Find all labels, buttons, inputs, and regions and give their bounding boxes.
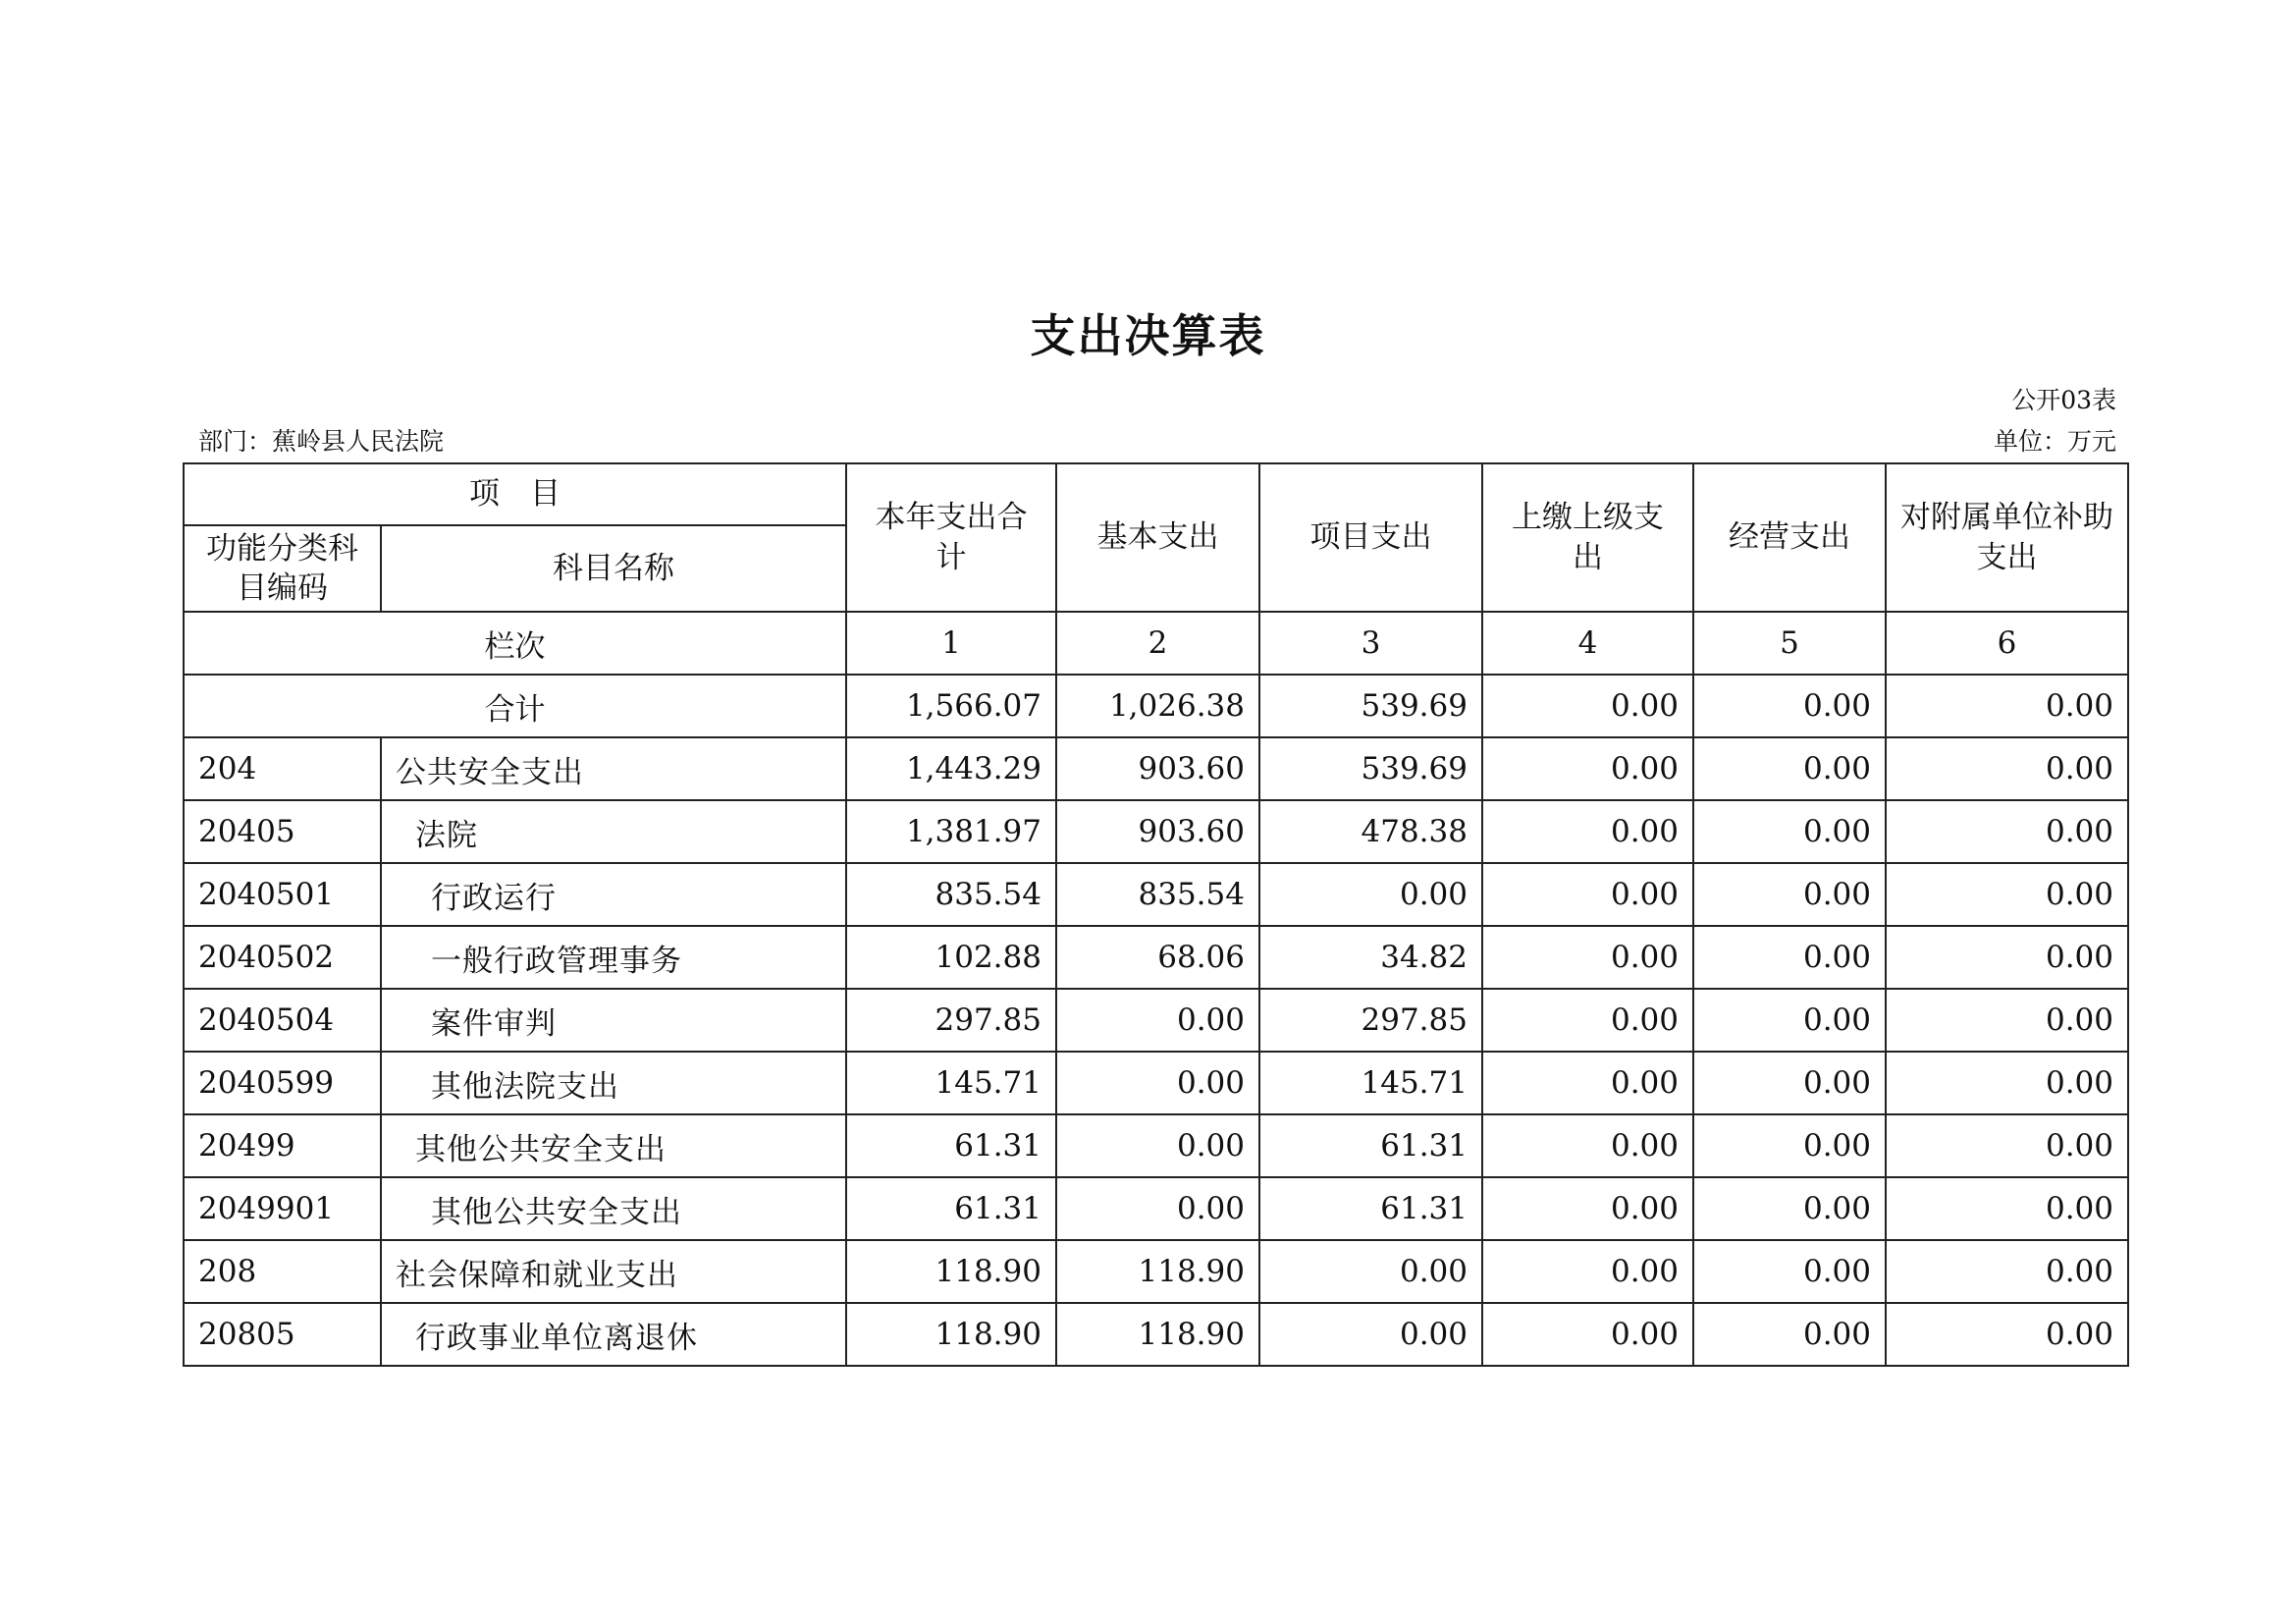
form-number: 公开03表 <box>2011 386 2116 414</box>
row-value: 0.00 <box>1482 737 1693 800</box>
row-value: 0.00 <box>1482 1303 1693 1366</box>
row-name: 案件审判 <box>381 989 846 1052</box>
row-name: 行政运行 <box>381 863 846 926</box>
row-value: 0.00 <box>1259 863 1482 926</box>
row-value: 0.00 <box>1693 1240 1886 1303</box>
total-value: 0.00 <box>1693 675 1886 737</box>
row-name: 行政事业单位离退休 <box>381 1303 846 1366</box>
row-value: 145.71 <box>846 1052 1056 1114</box>
row-value: 903.60 <box>1056 737 1259 800</box>
row-value: 0.00 <box>1886 1240 2128 1303</box>
row-name: 其他公共安全支出 <box>381 1177 846 1240</box>
row-value: 118.90 <box>846 1303 1056 1366</box>
table-row <box>184 1114 2128 1177</box>
row-value: 835.54 <box>846 863 1056 926</box>
table-row <box>184 1240 2128 1303</box>
row-code: 208 <box>184 1240 381 1303</box>
row-value: 0.00 <box>1886 800 2128 863</box>
row-name: 其他法院支出 <box>381 1052 846 1114</box>
table-row <box>184 926 2128 989</box>
column-index-cell: 3 <box>1259 612 1482 675</box>
row-value: 0.00 <box>1886 1303 2128 1366</box>
row-value: 0.00 <box>1886 1052 2128 1114</box>
row-value: 118.90 <box>846 1240 1056 1303</box>
row-value: 1,443.29 <box>846 737 1056 800</box>
header-col-3: 项目支出 <box>1259 463 1482 612</box>
row-code: 20805 <box>184 1303 381 1366</box>
row-value: 0.00 <box>1482 989 1693 1052</box>
department-label: 部门：蕉岭县人民法院 <box>198 427 445 456</box>
page-title: 支出决算表 <box>1030 309 1266 362</box>
table-row <box>184 1177 2128 1240</box>
row-code: 2040502 <box>184 926 381 989</box>
row-value: 0.00 <box>1693 1114 1886 1177</box>
row-value: 0.00 <box>1886 1177 2128 1240</box>
column-index-cell: 5 <box>1693 612 1886 675</box>
row-value: 0.00 <box>1693 800 1886 863</box>
unit-label: 单位：万元 <box>1993 427 2116 456</box>
row-value: 34.82 <box>1259 926 1482 989</box>
table-row <box>184 800 2128 863</box>
row-value: 0.00 <box>1056 1052 1259 1114</box>
total-value: 539.69 <box>1259 675 1482 737</box>
row-value: 0.00 <box>1482 926 1693 989</box>
total-row <box>184 675 2128 737</box>
row-value: 61.31 <box>1259 1177 1482 1240</box>
row-code: 2040504 <box>184 989 381 1052</box>
row-value: 297.85 <box>846 989 1056 1052</box>
header-col-4: 上缴上级支出 <box>1482 463 1693 612</box>
table-row <box>184 1052 2128 1114</box>
row-value: 0.00 <box>1259 1240 1482 1303</box>
header-item-group-text: 项 目 <box>469 476 561 513</box>
row-value: 0.00 <box>1482 1240 1693 1303</box>
total-label: 合计 <box>184 675 846 737</box>
header-name-col: 科目名称 <box>381 525 846 612</box>
row-value: 835.54 <box>1056 863 1259 926</box>
row-value: 0.00 <box>1693 1177 1886 1240</box>
row-name: 其他公共安全支出 <box>381 1114 846 1177</box>
table-row <box>184 737 2128 800</box>
row-value: 61.31 <box>846 1114 1056 1177</box>
total-value: 0.00 <box>1482 675 1693 737</box>
total-value: 1,566.07 <box>846 675 1056 737</box>
row-name: 社会保障和就业支出 <box>381 1240 846 1303</box>
row-value: 539.69 <box>1259 737 1482 800</box>
row-value: 0.00 <box>1056 1177 1259 1240</box>
total-value: 0.00 <box>1886 675 2128 737</box>
table-row <box>184 863 2128 926</box>
row-value: 102.88 <box>846 926 1056 989</box>
row-value: 61.31 <box>1259 1114 1482 1177</box>
row-value: 0.00 <box>1886 863 2128 926</box>
row-code: 2040501 <box>184 863 381 926</box>
row-name: 一般行政管理事务 <box>381 926 846 989</box>
column-index-cell: 6 <box>1886 612 2128 675</box>
table-row <box>184 1303 2128 1366</box>
header-code-col: 功能分类科目编码 <box>184 525 381 612</box>
row-value: 0.00 <box>1693 1303 1886 1366</box>
row-value: 0.00 <box>1693 1052 1886 1114</box>
row-value: 145.71 <box>1259 1052 1482 1114</box>
row-value: 0.00 <box>1693 863 1886 926</box>
table-row <box>184 989 2128 1052</box>
row-value: 0.00 <box>1693 926 1886 989</box>
row-name: 法院 <box>381 800 846 863</box>
row-value: 0.00 <box>1482 1114 1693 1177</box>
row-value: 0.00 <box>1886 989 2128 1052</box>
row-value: 0.00 <box>1056 989 1259 1052</box>
header-item-group <box>184 463 846 525</box>
row-code: 20405 <box>184 800 381 863</box>
header-row-1 <box>184 463 2128 525</box>
header-col-2: 基本支出 <box>1056 463 1259 612</box>
row-value: 0.00 <box>1482 800 1693 863</box>
row-value: 478.38 <box>1259 800 1482 863</box>
row-value: 68.06 <box>1056 926 1259 989</box>
row-value: 1,381.97 <box>846 800 1056 863</box>
header-col-1: 本年支出合计 <box>846 463 1056 612</box>
row-value: 0.00 <box>1693 737 1886 800</box>
row-code: 2049901 <box>184 1177 381 1240</box>
column-index-cell: 2 <box>1056 612 1259 675</box>
column-index-label: 栏次 <box>184 612 846 675</box>
row-value: 61.31 <box>846 1177 1056 1240</box>
row-value: 118.90 <box>1056 1240 1259 1303</box>
row-value: 0.00 <box>1056 1114 1259 1177</box>
row-code: 204 <box>184 737 381 800</box>
header-col-6: 对附属单位补助支出 <box>1886 463 2128 612</box>
row-name: 公共安全支出 <box>381 737 846 800</box>
row-value: 903.60 <box>1056 800 1259 863</box>
total-value: 1,026.38 <box>1056 675 1259 737</box>
row-value: 0.00 <box>1886 1114 2128 1177</box>
column-index-cell: 4 <box>1482 612 1693 675</box>
row-value: 118.90 <box>1056 1303 1259 1366</box>
row-value: 0.00 <box>1886 737 2128 800</box>
column-index-cell: 1 <box>846 612 1056 675</box>
row-value: 0.00 <box>1482 1177 1693 1240</box>
row-value: 297.85 <box>1259 989 1482 1052</box>
row-value: 0.00 <box>1693 989 1886 1052</box>
expenditure-table <box>183 462 2129 1367</box>
row-value: 0.00 <box>1482 863 1693 926</box>
row-value: 0.00 <box>1482 1052 1693 1114</box>
row-value: 0.00 <box>1259 1303 1482 1366</box>
column-index-row <box>184 612 2128 675</box>
row-code: 2040599 <box>184 1052 381 1114</box>
row-value: 0.00 <box>1886 926 2128 989</box>
header-col-5: 经营支出 <box>1693 463 1886 612</box>
row-code: 20499 <box>184 1114 381 1177</box>
